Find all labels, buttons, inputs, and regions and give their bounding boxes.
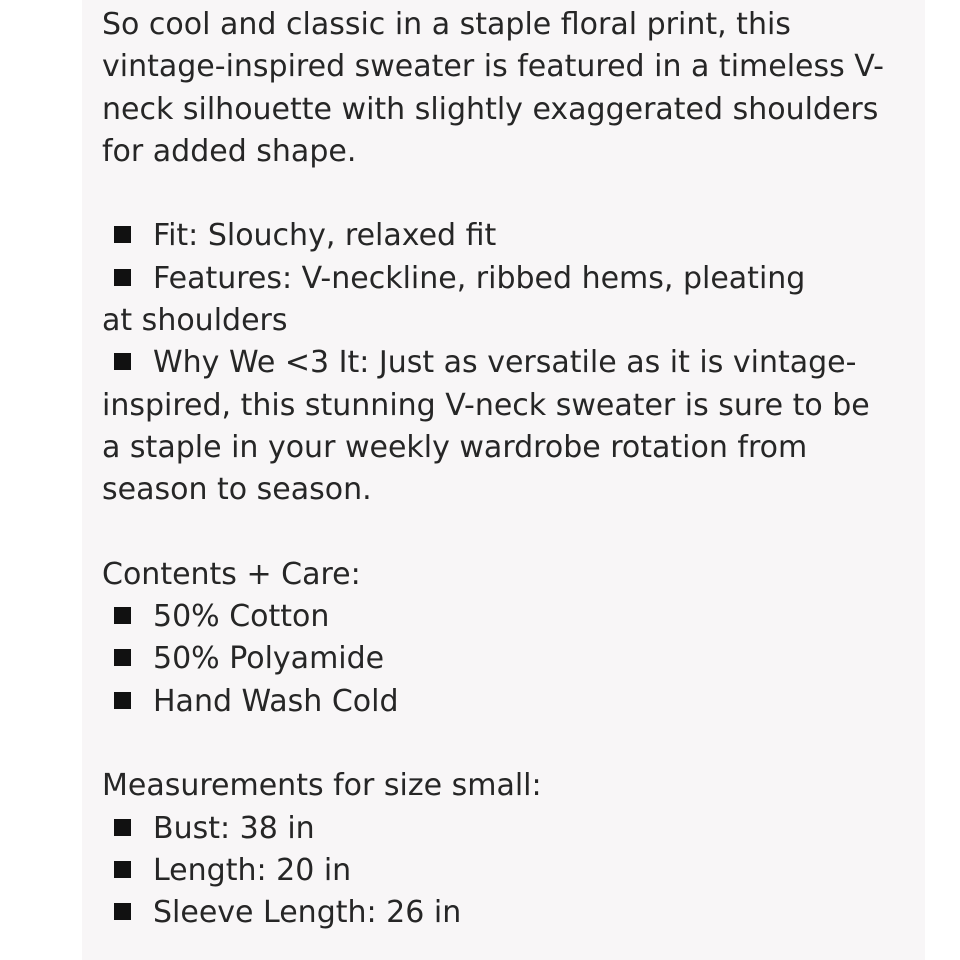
black-square-bullet-icon [114, 269, 131, 286]
detail-features-text: Features: V-neckline, ribbed hems, pleating [153, 260, 806, 296]
black-square-bullet-icon [114, 649, 131, 666]
measurements-heading: Measurements for size small: [102, 768, 542, 804]
care-heading: Contents + Care: [102, 556, 361, 592]
black-square-bullet-icon [114, 226, 131, 243]
care-item-text: 50% Cotton [153, 599, 330, 635]
measurement-item [102, 808, 912, 850]
description-line: vintage-inspired sweater is featured in a timeless V- [102, 49, 884, 85]
description-line: neck silhouette with slightly exaggerated shoulders [102, 91, 879, 127]
detail-why [102, 342, 912, 384]
black-square-bullet-icon [114, 861, 131, 878]
spacer [102, 173, 912, 215]
detail-features [102, 258, 912, 300]
spacer [102, 512, 912, 554]
measurement-item-text: Bust: 38 in [153, 810, 315, 846]
black-square-bullet-icon [114, 903, 131, 920]
care-item-text: 50% Polyamide [153, 641, 385, 677]
black-square-bullet-icon [114, 819, 131, 836]
detail-why-continued: inspired, this stunning V-neck sweater is sure to be [102, 387, 870, 423]
black-square-bullet-icon [114, 607, 131, 624]
measurement-item-text: Length: 20 in [153, 852, 352, 888]
detail-fit [102, 215, 912, 257]
measurement-item [102, 892, 912, 934]
description-line: So cool and classic in a staple floral print, this [102, 7, 791, 42]
care-item-text: Hand Wash Cold [153, 683, 399, 719]
description-line: for added shape. [102, 133, 357, 169]
spacer [102, 723, 912, 765]
black-square-bullet-icon [114, 353, 131, 370]
measurement-item [102, 850, 912, 892]
black-square-bullet-icon [114, 692, 131, 709]
detail-why-continued: a staple in your weekly wardrobe rotation from [102, 429, 808, 465]
measurement-item-text: Sleeve Length: 26 in [153, 895, 462, 931]
care-item [102, 596, 912, 638]
detail-why-text: Why We <3 It: Just as versatile as it is vintage- [153, 345, 857, 381]
detail-why-continued: season to season. [102, 472, 372, 508]
detail-fit-text: Fit: Slouchy, relaxed fit [153, 218, 497, 254]
detail-features-continued: at shoulders [102, 303, 288, 339]
care-item [102, 681, 912, 723]
product-description [102, 4, 912, 935]
care-item [102, 638, 912, 680]
